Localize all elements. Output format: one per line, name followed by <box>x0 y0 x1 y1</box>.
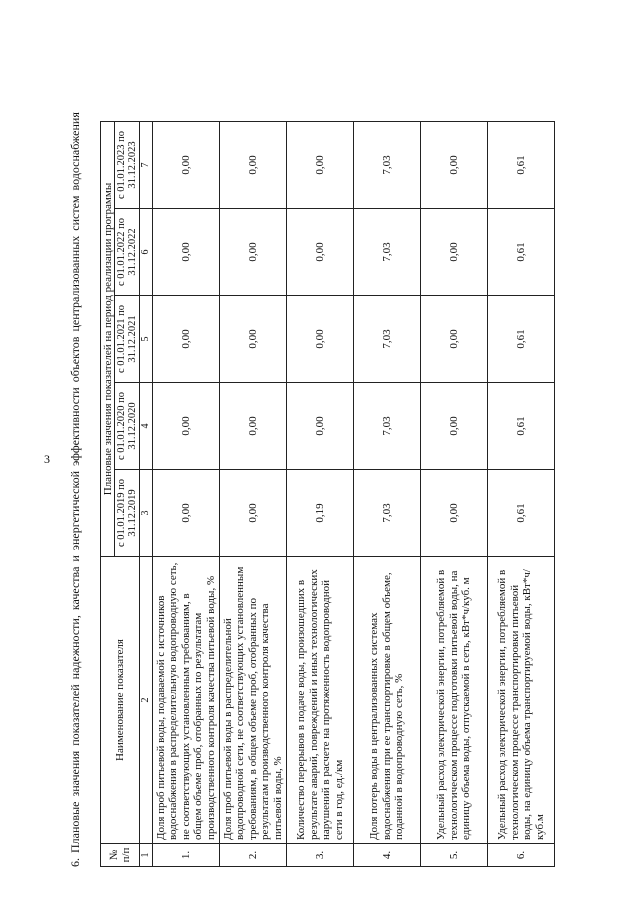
row-value: 0,00 <box>421 296 488 383</box>
col-header-period-2023: с 01.01.2023 по 31.12.2023 <box>115 122 140 209</box>
row-number: 2. <box>220 844 287 867</box>
row-value: 0,00 <box>220 209 287 296</box>
row-value: 0,61 <box>488 209 555 296</box>
table-row <box>220 122 287 867</box>
row-value: 0,00 <box>287 383 354 470</box>
row-value: 0,00 <box>421 470 488 557</box>
row-value: 0,00 <box>153 122 220 209</box>
indicators-table-wrapper <box>100 121 555 867</box>
row-value: 0,00 <box>287 209 354 296</box>
page-number: 3 <box>44 452 50 466</box>
col-header-plan-values: Плановые значения показателей на период реализации программы <box>101 122 115 557</box>
index-cell: 7 <box>140 122 153 209</box>
index-cell: 2 <box>140 557 153 844</box>
table-row <box>287 122 354 867</box>
row-indicator-name: Доля проб питьевой воды, подаваемой с источников водоснабжения в распределительную водопроводную сеть, не соответствующих установленным требованиям, в общем объеме проб, отобранных по результатам производственного контроля качества питьевой воды, % <box>153 557 220 844</box>
col-header-indicator-name: Наименование показателя <box>101 557 140 844</box>
row-indicator-name: Удельный расход электрической энергии, потребляемой в технологическом процессе транспортировки питьевой воды, на единицу объема транспортируемой воды, кВт*ч/куб.м <box>488 557 555 844</box>
row-indicator-name: Доля потерь воды в централизованных системах водоснабжения при ее транспортировке в общем объеме, поданной в водопроводную сеть, % <box>354 557 421 844</box>
row-value: 0,00 <box>153 296 220 383</box>
row-value: 0,19 <box>287 470 354 557</box>
index-cell: 4 <box>140 383 153 470</box>
row-number: 6. <box>488 844 555 867</box>
index-cell: 6 <box>140 209 153 296</box>
row-value: 0,61 <box>488 296 555 383</box>
index-cell: 5 <box>140 296 153 383</box>
row-value: 0,00 <box>220 383 287 470</box>
row-indicator-name: Удельный расход электрической энергии, потребляемой в технологическом процессе подготовки питьевой воды, на единицу объема воды, отпускаемой в сеть, кВт*ч/куб. м <box>421 557 488 844</box>
col-header-period-2021: с 01.01.2021 по 31.12.2021 <box>115 296 140 383</box>
row-value: 0,00 <box>220 296 287 383</box>
row-value: 7,03 <box>354 383 421 470</box>
row-value: 0,00 <box>153 470 220 557</box>
row-number: 3. <box>287 844 354 867</box>
table-row <box>488 122 555 867</box>
index-cell: 1 <box>140 844 153 867</box>
row-value: 0,00 <box>220 470 287 557</box>
table-row <box>354 122 421 867</box>
row-value: 7,03 <box>354 296 421 383</box>
row-value: 0,00 <box>153 209 220 296</box>
row-value: 0,00 <box>421 209 488 296</box>
index-cell: 3 <box>140 470 153 557</box>
row-value: 7,03 <box>354 470 421 557</box>
row-number: 5. <box>421 844 488 867</box>
col-header-period-2022: с 01.01.2022 по 31.12.2022 <box>115 209 140 296</box>
row-value: 0,00 <box>287 296 354 383</box>
row-value: 7,03 <box>354 209 421 296</box>
row-value: 0,00 <box>421 383 488 470</box>
table-row <box>153 122 220 867</box>
row-value: 0,61 <box>488 470 555 557</box>
row-value: 0,00 <box>220 122 287 209</box>
section-heading: 6. Плановые значения показателей надежности, качества и энергетической эффективности объектов централизованных систем водоснабжения <box>68 112 82 867</box>
row-value: 0,61 <box>488 122 555 209</box>
table-row <box>421 122 488 867</box>
row-value: 7,03 <box>354 122 421 209</box>
row-indicator-name: Доля проб питьевой воды в распределительной водопроводной сети, не соответствующих установленным требованиям, в общем объеме проб, отобранных по результатам производственного контроля качества питьевой воды, % <box>220 557 287 844</box>
row-value: 0,61 <box>488 383 555 470</box>
indicators-table <box>100 121 555 867</box>
col-header-period-2019: с 01.01.2019 по 31.12.2019 <box>115 470 140 557</box>
row-number: 4. <box>354 844 421 867</box>
row-value: 0,00 <box>153 383 220 470</box>
col-header-period-2020: с 01.01.2020 по 31.12.2020 <box>115 383 140 470</box>
row-value: 0,00 <box>421 122 488 209</box>
col-header-number: № п/п <box>101 844 140 867</box>
row-value: 0,00 <box>287 122 354 209</box>
row-indicator-name: Количество перерывов в подаче воды, произошедших в результате аварий, повреждений и иных технологических нарушений в расчете на протяженность водопроводной сети в год, ед./км <box>287 557 354 844</box>
row-number: 1. <box>153 844 220 867</box>
